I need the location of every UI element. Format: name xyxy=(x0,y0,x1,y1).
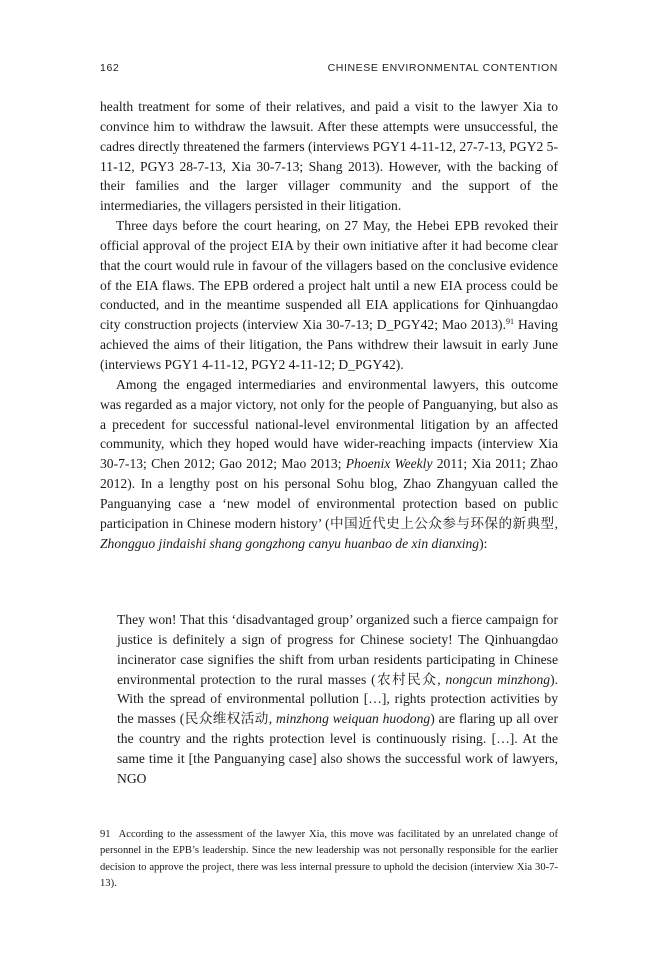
page-number: 162 xyxy=(100,62,120,74)
paragraph-3 xyxy=(100,375,558,554)
paragraph-3-italic-2: Zhongguo jindaishi shang gongzhong canyu huanbao de xin dianxing xyxy=(100,535,480,551)
paragraph-3-italic-1: Phoenix Weekly xyxy=(345,456,433,472)
quote-paragraph xyxy=(117,610,558,789)
quote-italic-2: minzhong weiquan huodong xyxy=(276,711,431,727)
block-quote xyxy=(117,610,558,789)
paragraph-3-part-b: 2011; Xia 2011; Zhao 2012). In a lengthy post on his personal Sohu blog, Zhao Zhangyuan called the Panguanying case a ‘new model of environmental protection based on public participation in Chinese modern history’ (中国近代史上公众参与环保的新典型, xyxy=(100,456,558,531)
footnote-number: 91 xyxy=(100,829,111,840)
paragraph-2 xyxy=(100,216,558,375)
paragraph-3-part-c: ): xyxy=(479,535,488,551)
quote-italic-1: nongcun minzhong xyxy=(445,671,551,687)
footnote-ref-91[interactable]: 91 xyxy=(505,317,514,327)
quote-part-c: ) are flaring up all over the country and the rights protection level is continuously rising. […]. At the same time it [the Panguanying case] also shows the successful work of lawyers, NGO xyxy=(117,711,558,786)
paragraph-3-part-a: Among the engaged intermediaries and environmental lawyers, this outcome was regarded as a major victory, not only for the people of Panguanying, but also as a precedent for successful national-level environmental litigation by an affected community, which they hoped would have wider-reaching impacts (interview Xia 30-7-13; Chen 2012; Gao 2012; Mao 2013; xyxy=(100,376,558,472)
main-text xyxy=(100,97,558,553)
paragraph-2-part-a: Three days before the court hearing, on 27 May, the Hebei EPB revoked their official approval of the project EIA by their own initiative after it had become clear that the court would rule in favour of the villagers based on the conclusive evidence of the EIA flaws. The EPB ordered a project halt until a new EIA process could be conducted, and in the meantime suspended all EIA applications for Qinhuangdao city construction projects (interview Xia 30-7-13; D_PGY42; Mao 2013). xyxy=(100,218,558,333)
running-header xyxy=(100,62,558,74)
footnote-text: According to the assessment of the lawyer Xia, this move was facilitated by an unrelated change of personnel in the EPB’s leadership. Since the new leadership was not personally responsible for the earlier decision to approve the project, there was less internal pressure to uphold the decision (interview Xia 30-7-13). xyxy=(100,829,558,889)
footnote-91 xyxy=(100,827,558,892)
paragraph-1: health treatment for some of their relatives, and paid a visit to the lawyer Xia to convince him to withdraw the lawsuit. After these attempts were unsuccessful, the cadres directly threatened the farmers (interviews PGY1 4-11-12, 27-7-13, PGY2 5-11-12, PGY3 28-7-13, Xia 30-7-13; Shang 2013). However, with the backing of their families and the larger villager community and the support of the intermediaries, the villagers persisted in their litigation. xyxy=(100,99,558,214)
paragraph-2-part-b: Having achieved the aims of their litigation, the Pans withdrew their lawsuit in early June (interviews PGY1 4-11-12, PGY2 4-11-12; D_PGY42). xyxy=(100,317,558,372)
quote-part-b: ). With the spread of environmental pollution […], rights protection activities by the masses (民众维权活动, xyxy=(117,671,558,727)
quote-part-a: They won! That this ‘disadvantaged group’ organized such a fierce campaign for justice is definitely a sign of progress for Chinese society! The Qinhuangdao incinerator case signifies the shift from urban residents participating in Chinese environmental protection to the rural masses (农村民众, xyxy=(117,612,558,687)
running-title: CHINESE ENVIRONMENTAL CONTENTION xyxy=(327,62,558,74)
